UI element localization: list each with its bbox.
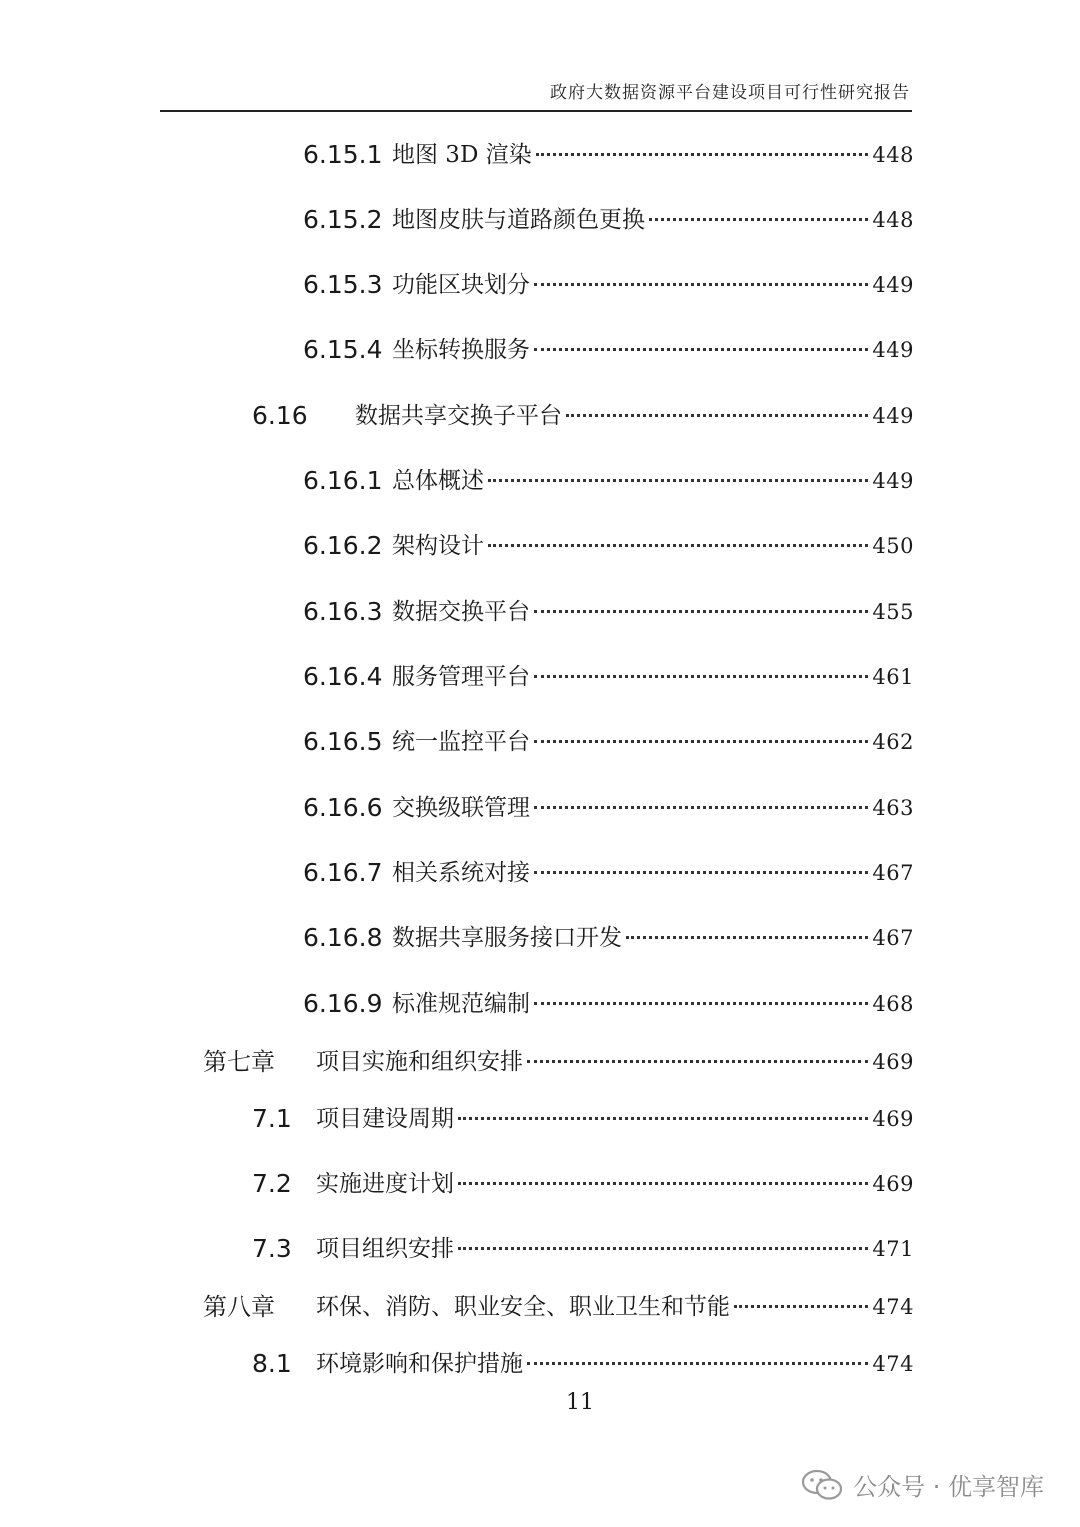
- toc-entry[interactable]: [0, 592, 1080, 632]
- toc-entry-page: 474: [872, 1295, 914, 1319]
- toc-entry-title: 数据交换平台: [392, 599, 530, 625]
- toc-entry-title: 环境影响和保护措施: [316, 1351, 523, 1377]
- toc-entry-number: 6.15.1: [303, 140, 383, 169]
- toc-entry-page: 468: [872, 992, 914, 1016]
- toc-entry-number: 6.15.4: [303, 335, 383, 364]
- watermark-text: 公众号 · 优享智库: [853, 1473, 1044, 1501]
- toc-entry[interactable]: [0, 788, 1080, 828]
- toc-entry-title: 数据共享服务接口开发: [392, 925, 622, 951]
- toc-entry-title: 总体概述: [392, 468, 484, 494]
- dot-leader: [458, 1182, 868, 1185]
- toc-entry-number: 6.16.7: [303, 858, 383, 887]
- toc-entry-page: 469: [872, 1050, 914, 1074]
- toc-entry[interactable]: [0, 200, 1080, 240]
- dot-leader: [626, 936, 868, 939]
- toc-entry-title: 交换级联管理: [392, 795, 530, 821]
- toc-entry[interactable]: [0, 396, 1080, 436]
- dot-leader: [534, 740, 868, 743]
- toc-entry-page: 449: [872, 273, 914, 297]
- dot-leader: [534, 675, 868, 678]
- toc-entry[interactable]: [0, 918, 1080, 958]
- toc-entry-page: 467: [872, 861, 914, 885]
- dot-leader: [566, 414, 868, 417]
- toc-entry-number: 7.3: [252, 1234, 292, 1263]
- dot-leader: [488, 544, 868, 547]
- toc-entry-number: 7.1: [252, 1104, 292, 1133]
- dot-leader: [534, 348, 868, 351]
- toc-entry-number: 6.15.2: [303, 205, 383, 234]
- toc-entry-title: 标准规范编制: [392, 991, 530, 1017]
- dot-leader: [536, 153, 869, 156]
- dot-leader: [488, 479, 868, 482]
- dot-leader: [649, 218, 868, 221]
- toc-entry[interactable]: [0, 1229, 1080, 1269]
- toc-entry-page: 469: [872, 1172, 914, 1196]
- toc-entry[interactable]: [0, 526, 1080, 566]
- toc-entry-page: 467: [872, 926, 914, 950]
- toc-entry-page: 449: [872, 469, 914, 493]
- toc-entry-title: 地图 3D 渲染: [392, 142, 532, 168]
- toc-entry-page: 448: [872, 208, 914, 232]
- toc-entry-number: 6.16.2: [303, 531, 383, 560]
- toc-entry-number: 6.15.3: [303, 270, 383, 299]
- dot-leader: [527, 1060, 868, 1063]
- toc-entry[interactable]: [0, 1287, 1080, 1327]
- toc-entry-title: 坐标转换服务: [392, 337, 530, 363]
- toc-entry[interactable]: [0, 722, 1080, 762]
- toc-entry[interactable]: [0, 853, 1080, 893]
- toc-entry-page: 474: [872, 1352, 914, 1376]
- toc-entry-number: 6.16.9: [303, 989, 383, 1018]
- toc-entry-number: 7.2: [252, 1169, 292, 1198]
- toc-entry-title: 数据共享交换子平台: [355, 403, 562, 429]
- toc-entry-title: 地图皮肤与道路颜色更换: [392, 207, 645, 233]
- toc-entry-page: 463: [872, 796, 914, 820]
- page-number: 11: [566, 1390, 594, 1415]
- toc-entry-page: 471: [872, 1237, 914, 1261]
- toc-entry-title: 项目组织安排: [316, 1236, 454, 1262]
- toc-entry-number: 6.16.1: [303, 466, 383, 495]
- toc-entry[interactable]: [0, 984, 1080, 1024]
- toc-entry-page: 448: [872, 143, 914, 167]
- toc-entry-number: 第八章: [203, 1293, 275, 1321]
- toc-entry-title: 实施进度计划: [316, 1171, 454, 1197]
- toc-entry[interactable]: [0, 657, 1080, 697]
- toc-entry-title: 项目建设周期: [316, 1106, 454, 1132]
- toc-entry-number: 6.16.3: [303, 597, 383, 626]
- toc-entry-title: 统一监控平台: [392, 729, 530, 755]
- toc-entry[interactable]: [0, 135, 1080, 175]
- toc-entry-page: 450: [872, 534, 914, 558]
- dot-leader: [534, 871, 868, 874]
- toc-entry-number: 6.16: [252, 401, 308, 430]
- dot-leader: [527, 1362, 868, 1365]
- toc-entry-title: 架构设计: [392, 533, 484, 559]
- toc-entry-number: 6.16.5: [303, 727, 383, 756]
- toc-entry[interactable]: [0, 1164, 1080, 1204]
- dot-leader: [458, 1247, 868, 1250]
- dot-leader: [534, 610, 868, 613]
- toc-entry[interactable]: [0, 461, 1080, 501]
- toc-entry-title: 环保、消防、职业安全、职业卫生和节能: [316, 1294, 730, 1320]
- toc-entry[interactable]: [0, 330, 1080, 370]
- toc-entry-title: 相关系统对接: [392, 860, 530, 886]
- toc-entry-page: 469: [872, 1107, 914, 1131]
- toc-entry-number: 6.16.4: [303, 662, 383, 691]
- toc-entry-number: 第七章: [203, 1048, 275, 1076]
- toc-entry-number: 6.16.6: [303, 793, 383, 822]
- toc-entry-page: 455: [872, 600, 914, 624]
- toc-entry-page: 461: [872, 665, 914, 689]
- dot-leader: [534, 1002, 868, 1005]
- toc-entry-title: 功能区块划分: [392, 272, 530, 298]
- toc-entry-title: 项目实施和组织安排: [316, 1049, 523, 1075]
- toc-entry-number: 8.1: [252, 1349, 292, 1378]
- watermark: [801, 1467, 1044, 1502]
- toc-entry-number: 6.16.8: [303, 923, 383, 952]
- dot-leader: [458, 1117, 868, 1120]
- toc-entry-title: 服务管理平台: [392, 664, 530, 690]
- dot-leader: [534, 806, 868, 809]
- dot-leader: [734, 1305, 868, 1308]
- toc-entry[interactable]: [0, 1344, 1080, 1384]
- toc-entry-page: 462: [872, 730, 914, 754]
- header-rule: [160, 110, 912, 112]
- toc-entry-page: 449: [872, 338, 914, 362]
- toc-entry[interactable]: [0, 1099, 1080, 1139]
- toc-entry[interactable]: [0, 265, 1080, 305]
- toc-entry[interactable]: [0, 1042, 1080, 1082]
- dot-leader: [534, 283, 868, 286]
- wechat-icon: [801, 1469, 843, 1501]
- toc-entry-page: 449: [872, 404, 914, 428]
- running-header-title: 政府大数据资源平台建设项目可行性研究报告: [550, 83, 910, 103]
